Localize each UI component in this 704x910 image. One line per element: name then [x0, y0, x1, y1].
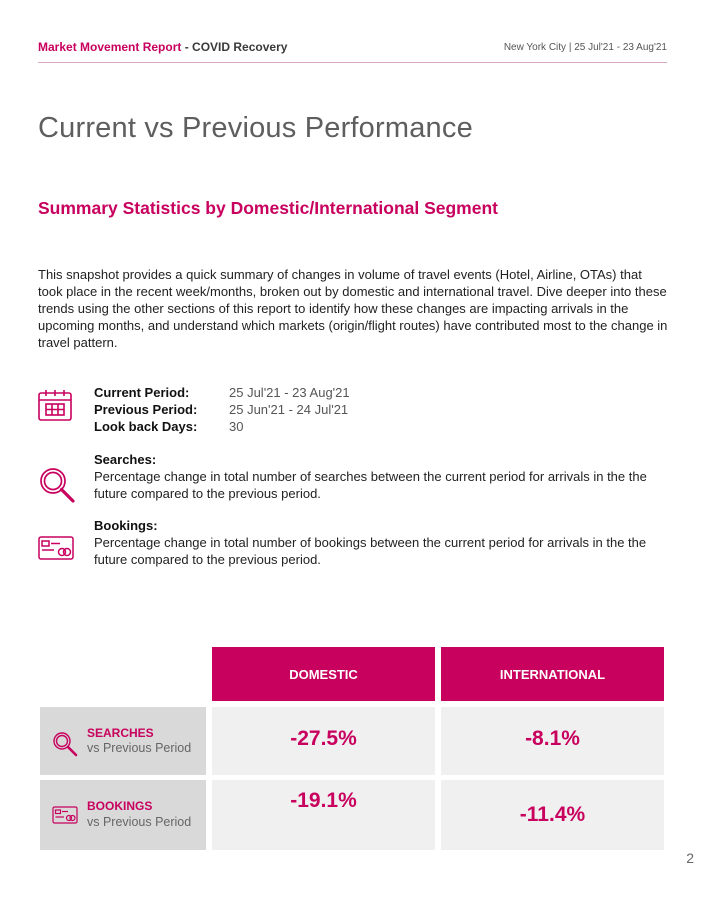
row-header-searches	[40, 707, 206, 775]
row-subtitle-searches: vs Previous Period	[87, 741, 192, 755]
searches-definition-label: Searches:	[94, 452, 157, 467]
report-header	[38, 40, 287, 54]
column-header-domestic: DOMESTIC	[212, 647, 435, 701]
report-subtitle: COVID Recovery	[192, 40, 288, 54]
row-header-bookings	[40, 780, 206, 850]
bookings-definition	[94, 517, 674, 568]
period-summary	[94, 384, 350, 435]
column-header-international: INTERNATIONAL	[441, 647, 664, 701]
current-period-label: Current Period:	[94, 385, 190, 400]
searches-definition-text: Percentage change in total number of searches between the current period for arrivals in the the future compared to the previous period.	[94, 469, 647, 501]
lookback-days-label: Look back Days:	[94, 419, 198, 434]
previous-period-label: Previous Period:	[94, 402, 198, 417]
search-icon	[52, 731, 78, 757]
page-number: 2	[686, 850, 694, 866]
row-title-bookings: BOOKINGS	[87, 799, 153, 813]
header-separator: -	[181, 40, 193, 54]
bookings-international-value: -11.4%	[441, 780, 664, 850]
intro-paragraph: This snapshot provides a quick summary of changes in volume of travel events (Hotel, Airline, OTAs) that took place in the recent week/months, broken out by domestic and international travel. Dive deeper into these trends using the other sections of this report to identify how these changes are impacting arrivals in the upcoming months, and understand which markets (origin/flight routes) have contributed most to the change in travel pattern.	[38, 267, 668, 350]
bookings-domestic-value: -19.1%	[212, 780, 435, 850]
credit-card-icon	[52, 806, 78, 824]
report-brand: Market Movement Report	[38, 40, 182, 54]
calendar-icon	[37, 389, 73, 423]
row-subtitle-bookings: vs Previous Period	[87, 815, 192, 829]
searches-domestic-value: -27.5%	[212, 707, 435, 775]
lookback-days-value: 30	[229, 419, 244, 434]
report-location-dates: New York City | 25 Jul'21 - 23 Aug'21	[503, 42, 667, 53]
search-icon	[38, 466, 76, 504]
previous-period-value: 25 Jun'21 - 24 Jul'21	[229, 402, 349, 417]
searches-definition	[94, 451, 674, 502]
bookings-definition-text: Percentage change in total number of bookings between the current period for arrivals in the the future compared to the previous period.	[94, 535, 647, 567]
searches-international-value: -8.1%	[441, 707, 664, 775]
credit-card-icon	[38, 536, 74, 560]
section-title: Summary Statistics by Domestic/International Segment	[38, 198, 498, 218]
bookings-definition-label: Bookings:	[94, 518, 158, 533]
page-title: Current vs Previous Performance	[38, 112, 473, 144]
header-divider	[38, 62, 667, 63]
current-period-value: 25 Jul'21 - 23 Aug'21	[229, 385, 350, 400]
row-title-searches: SEARCHES	[87, 726, 154, 740]
